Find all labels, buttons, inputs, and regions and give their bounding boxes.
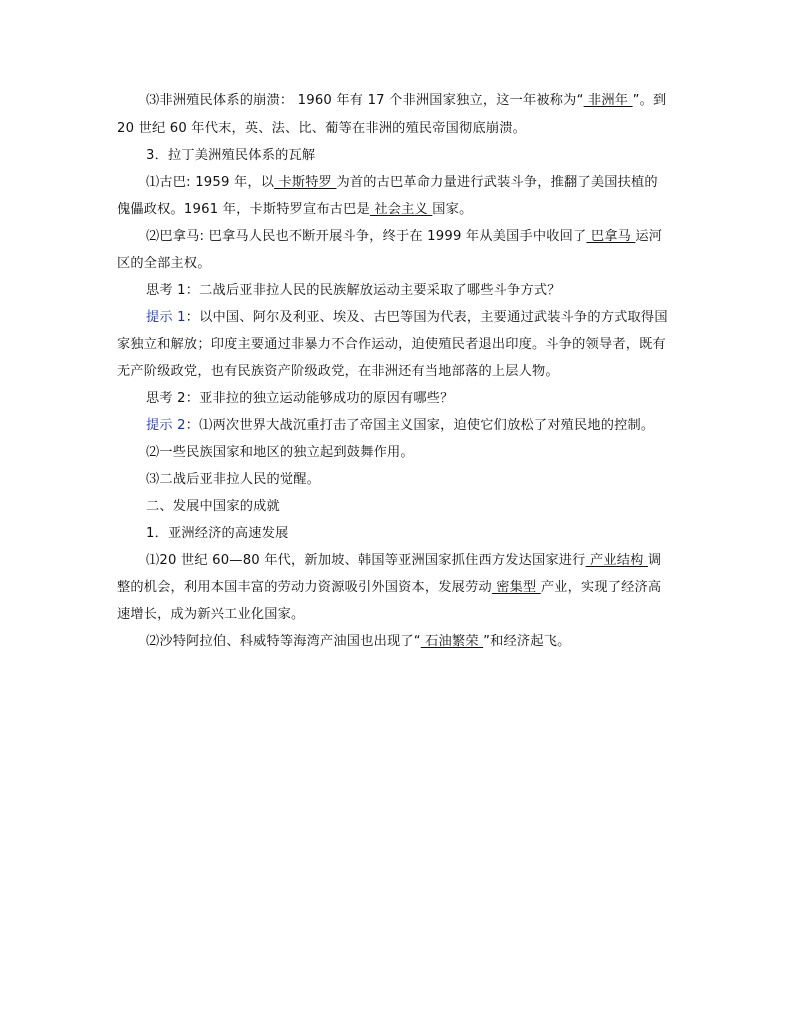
blank-answer: 巴拿马 xyxy=(586,229,636,244)
paragraph-line: 傀儡政权。1961 年，卡斯特罗宣布古巴是 社会主义 国家。 xyxy=(117,202,473,217)
hint-1: 提示 1：以中国、阿尔及利亚、埃及、古巴等国为代表，主要通过武装斗争的方式取得国 xyxy=(146,310,668,325)
paragraph-panama: ⑵巴拿马: 巴拿马人民也不断开展斗争，终于在 1999 年从美国手中收回了 巴拿马 运河 xyxy=(146,229,663,244)
blank-answer: 卡斯特罗 xyxy=(274,175,337,190)
hint-label: 提示 1 xyxy=(146,310,186,325)
subheading: 1．亚洲经济的高速发展 xyxy=(146,526,289,541)
paragraph-oil: ⑵沙特阿拉伯、科威特等海湾产油国也出现了“ 石油繁荣 ”和经济起飞。 xyxy=(146,634,571,649)
paragraph-line: 20 世纪 60 年代末，英、法、比、葡等在非洲的殖民帝国彻底崩溃。 xyxy=(117,121,526,136)
blank-answer: 产业结构 xyxy=(585,553,648,568)
paragraph-line: ⑵一些民族国家和地区的独立起到鼓舞作用。 xyxy=(146,445,414,460)
blank-answer: 石油繁荣 xyxy=(420,634,484,649)
paragraph-line: 区的全部主权。 xyxy=(117,256,211,271)
paragraph-asia: ⑴20 世纪 60—80 年代，新加坡、韩国等亚洲国家抓住西方发达国家进行 产业结构 调 xyxy=(146,553,662,568)
paragraph-line: 无产阶级政党，也有民族资产阶级政党，在非洲还有当地部落的上层人物。 xyxy=(117,364,559,379)
blank-answer: 密集型 xyxy=(491,580,541,595)
blank-answer: 非洲年 xyxy=(583,93,633,108)
paragraph-cuba: ⑴古巴: 1959 年，以 卡斯特罗 为首的古巴革命力量进行武装斗争，推翻了美国扶植的 xyxy=(146,175,658,190)
think-question-1: 思考 1：二战后亚非拉人民的民族解放运动主要采取了哪些斗争方式？ xyxy=(146,283,561,298)
paragraph-line: 整的机会，利用本国丰富的劳动力资源吸引外国资本，发展劳动 密集型 产业，实现了经济高 xyxy=(117,580,662,595)
blank-answer: 社会主义 xyxy=(369,202,433,217)
paragraph-line: 速增长，成为新兴工业化国家。 xyxy=(117,607,305,622)
paragraph-line: ⑶二战后亚非拉人民的觉醒。 xyxy=(146,472,321,487)
hint-label: 提示 2 xyxy=(146,418,186,433)
paragraph-africa-collapse: ⑶非洲殖民体系的崩溃： 1960 年有 17 个非洲国家独立，这一年被称为“ 非洲年 ”。到 xyxy=(146,93,667,108)
hint-2: 提示 2：⑴两次世界大战沉重打击了帝国主义国家，迫使它们放松了对殖民地的控制。 xyxy=(146,418,655,433)
subheading: 3．拉丁美洲殖民体系的瓦解 xyxy=(146,148,316,163)
section-heading: 二、发展中国家的成就 xyxy=(146,499,280,514)
think-question-2: 思考 2：亚非拉的独立运动能够成功的原因有哪些？ xyxy=(146,391,454,406)
paragraph-line: 家独立和解放；印度主要通过非暴力不合作运动，迫使殖民者退出印度。斗争的领导者，既有 xyxy=(117,337,666,352)
